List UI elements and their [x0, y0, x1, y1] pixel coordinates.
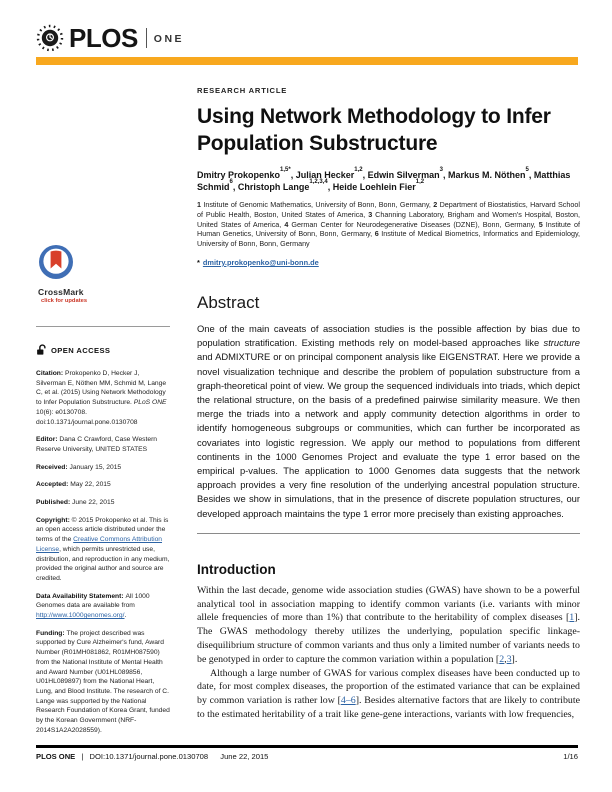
sidebar-note-link[interactable]: http://www.1000genomes.org/: [36, 612, 125, 620]
footer-doi: DOI:10.1371/journal.pone.0130708: [89, 752, 209, 761]
footer: [36, 752, 578, 761]
reference-link[interactable]: 2: [499, 653, 505, 665]
reference-link[interactable]: 1: [569, 612, 575, 624]
footer-date: June 22, 2015: [220, 752, 269, 761]
sidebar-note-label: Copyright:: [36, 516, 72, 524]
author: Christoph Lange$^{1,2,3,4}$: [237, 178, 328, 192]
sidebar-note: [36, 480, 170, 490]
sidebar-note-label: Editor:: [36, 436, 60, 444]
abstract-text: [197, 322, 580, 521]
footer-citation: [36, 752, 272, 761]
author: Matthias Schmid$^6$: [197, 170, 571, 192]
corresponding-author-email-link[interactable]: dmitry.prokopenko@uni-bonn.de: [202, 257, 319, 267]
open-access-badge: [36, 344, 170, 356]
sidebar-note-link[interactable]: Creative Commons Attribution License: [36, 536, 163, 553]
affiliation-number: 4: [284, 219, 292, 229]
sidebar-note-text: May 22, 2015: [70, 481, 111, 489]
body-paragraph: [197, 584, 580, 667]
reference-text: Within the last decade, genome wide association studies (GWAS) have shown to be a powerful analytical tool in association mapping to identify common variants (i.e. variants with minor allele frequencies of more than 1%) that contribute to the heritability of complex diseases [: [197, 584, 580, 624]
open-lock-icon: [36, 344, 47, 356]
sidebar-note-label: Data Availability Statement:: [36, 592, 126, 600]
intro-paragraphs: [197, 584, 580, 722]
crossmark-icon[interactable]: [38, 244, 126, 285]
reference-link[interactable]: 4–6: [340, 695, 356, 707]
footer-page-number: 1/16: [563, 752, 578, 761]
sidebar: [36, 244, 170, 744]
brand-sub-name: ONE: [153, 33, 185, 45]
reference-text: ]. Besides alternative factors that are likely to contribute to the estimated heritability of a trait like gene-gene interactions, variants with low frequencies,: [197, 695, 580, 720]
sidebar-note: [36, 592, 170, 621]
sidebar-note-text: © 2015 Prokopenko et al. This is an open access article distributed under the terms of the: [36, 516, 169, 544]
author: Edwin Silverman$^3$: [367, 167, 443, 180]
abstract-text: and ADMIXTURE or on principal component analysis like EIGENSTRAT. Here we provide a novel visualization technique and describe the problem of population substructure from a graph-theoretical point of view. We group the sequenced individuals into triads, which depict the relational structure, on the basis of a predefined pairwise similarity measure. We then merge the triads into a network and apply community detection algorithms in order to identify homogeneous subgroups or communities, which can further be incorporated as covariates into logistic regression. We apply our method to populations from different continents in the 1000 Genomes Project and evaluate the type 1 error based on the empirical p-values. The application to 1000 Genomes data suggests that the network approach provides a very fine resolution of the underlying ancestral population structure. Besides we show in simulations, that in the presence of discrete population structures, our developed approach maintains the type 1 error more precisely than existing approaches.: [197, 351, 580, 519]
logo-divider: [146, 28, 147, 48]
affiliation-number: 5: [538, 219, 546, 229]
abstract-divider: [197, 533, 580, 534]
sidebar-note-text: January 15, 2015: [69, 463, 122, 471]
footer-journal: PLOS ONE: [36, 752, 76, 761]
sidebar-note: [36, 369, 170, 427]
article-type-kicker: RESEARCH ARTICLE: [197, 86, 288, 95]
sidebar-note-text: PLoS ONE: [133, 399, 167, 407]
sidebar-note-label: Accepted:: [36, 481, 71, 489]
reference-text: ].: [511, 653, 518, 665]
sidebar-notes: [36, 369, 170, 736]
crossmark-badge[interactable]: [36, 244, 126, 304]
sidebar-note-text: The project described was supported by Cure Alzheimer's fund, Award Number (R01MH081862, R01MH087590) from the National Institute of Mental Health and Award Number (U01HL089856, U01HL089897) from the National Heart, Lung, and Blood Institute. The research of C. Lange was supported by the National Research Foundation of Korea Grant, funded by the Korean Government (NRF-2014S1A2A2028559).: [36, 629, 170, 734]
sidebar-note: [36, 435, 170, 454]
sidebar-note: [36, 463, 170, 473]
body-paragraph: [197, 667, 580, 722]
sidebar-note-label: Received:: [36, 463, 70, 471]
author-list: Dmitry Prokopenko$^{1,5*}$, Julian Hecker$^{1,2}$, Edwin Silverman$^3$, Markus M. Nöthen$^5$, Matthias Schmid$^6$, Christoph Lange$^{1,2,3,4}$, Heide Loehlein Fier$^{1,2}$: [197, 167, 571, 192]
journal-logo: [36, 22, 184, 54]
reference-text: ,: [504, 653, 507, 665]
sidebar-note-text: June 22, 2015: [72, 499, 115, 507]
accent-bar: [36, 57, 578, 65]
footer-rule: [36, 745, 578, 748]
reference-text: ]. The GWAS methodology thereby utilizes the underlying, population specific linkage-disequilibrium structure of common variants and thus only a limited number of variants needs to be genotyped in order to capture the common variation within a population [: [197, 612, 580, 665]
sidebar-note-label: Funding:: [36, 629, 67, 637]
crossmark-subtitle: click for updates: [41, 298, 88, 304]
author: Julian Hecker$^{1,2}$: [295, 167, 363, 180]
author: Heide Loehlein Fier$^{1,2}$: [332, 178, 425, 192]
sidebar-note-text: .: [124, 612, 127, 620]
sidebar-note-text: , which permits unrestricted use, distribution, and reproduction in any medium, provided the original author and source are credited.: [36, 545, 170, 582]
sidebar-note-label: Citation:: [36, 370, 65, 377]
sidebar-note: [36, 498, 170, 508]
sidebar-divider: [36, 326, 170, 327]
reference-link[interactable]: 3: [506, 653, 512, 665]
sidebar-note: [36, 629, 170, 736]
abstract-heading: Abstract: [197, 292, 260, 312]
abstract-text: One of the main caveats of association studies is the possible affection by bias due to population stratification. Existing methods rely on model-based approaches like: [197, 322, 580, 349]
article-title: Using Network Methodology to Infer Population Substructure: [197, 105, 551, 155]
affiliation-number: 3: [368, 209, 376, 219]
plos-logo-icon: [36, 24, 64, 52]
author: Dmitry Prokopenko$^{1,5*}$: [197, 167, 291, 180]
sidebar-note-text: Dana C Crawford, Case Western Reserve University, UNITED STATES: [36, 436, 158, 453]
affiliation-number: 2: [433, 200, 440, 209]
affiliation-number: 1: [197, 200, 204, 209]
abstract-text: structure: [543, 337, 580, 349]
corresponding-author-row: [197, 258, 580, 267]
sidebar-note-text: 10(6): e0130708. doi:10.1371/journal.pone.0130708: [36, 408, 138, 426]
footer-separator: |: [81, 752, 84, 761]
reference-text: Although a large number of GWAS for various complex diseases have been conducted up to date, for most complex diseases, the proportion of the estimated variance that can be explained by common variation is rather low [: [197, 667, 580, 707]
sidebar-note: [36, 516, 170, 584]
open-access-label: OPEN ACCESS: [51, 345, 111, 355]
corresponding-author-marker: *: [197, 257, 200, 267]
affiliation-number: 6: [374, 229, 382, 239]
crossmark-title: CrossMark: [38, 287, 84, 297]
sidebar-note-text: Prokopenko D, Hecker J, Silverman E, Nöthen MM, Schmid M, Lange C, et al. (2015) Using Network Methodology to Infer Population Substructure.: [36, 370, 167, 407]
introduction-heading: Introduction: [197, 561, 276, 577]
sidebar-note-text: All 1000 Genomes data are available from: [36, 592, 150, 610]
author: Markus M. Nöthen$^5$: [448, 167, 529, 180]
affiliations: 1 Institute of Genomic Mathematics, University of Bonn, Bonn, Germany, 2 Department of Biostatistics, Harvard School of Public Health, Boston, United States of America, 3 Channing Laboratory, Brigham and Women's Hospital, Boston, United States of America, 4 German Center for Neurodegenerative Diseases (DZNE), Bonn, Germany, 5 Institute of Human Genetics, University of Bonn, Bonn, Germany, 6 Institute of Medical Biometrics, Informatics and Epidemiology, University of Bonn, Bonn, Germany: [197, 200, 580, 249]
main-column: [197, 86, 580, 722]
brand-name: PLOS: [69, 22, 138, 53]
sidebar-note-label: Published:: [36, 499, 73, 507]
